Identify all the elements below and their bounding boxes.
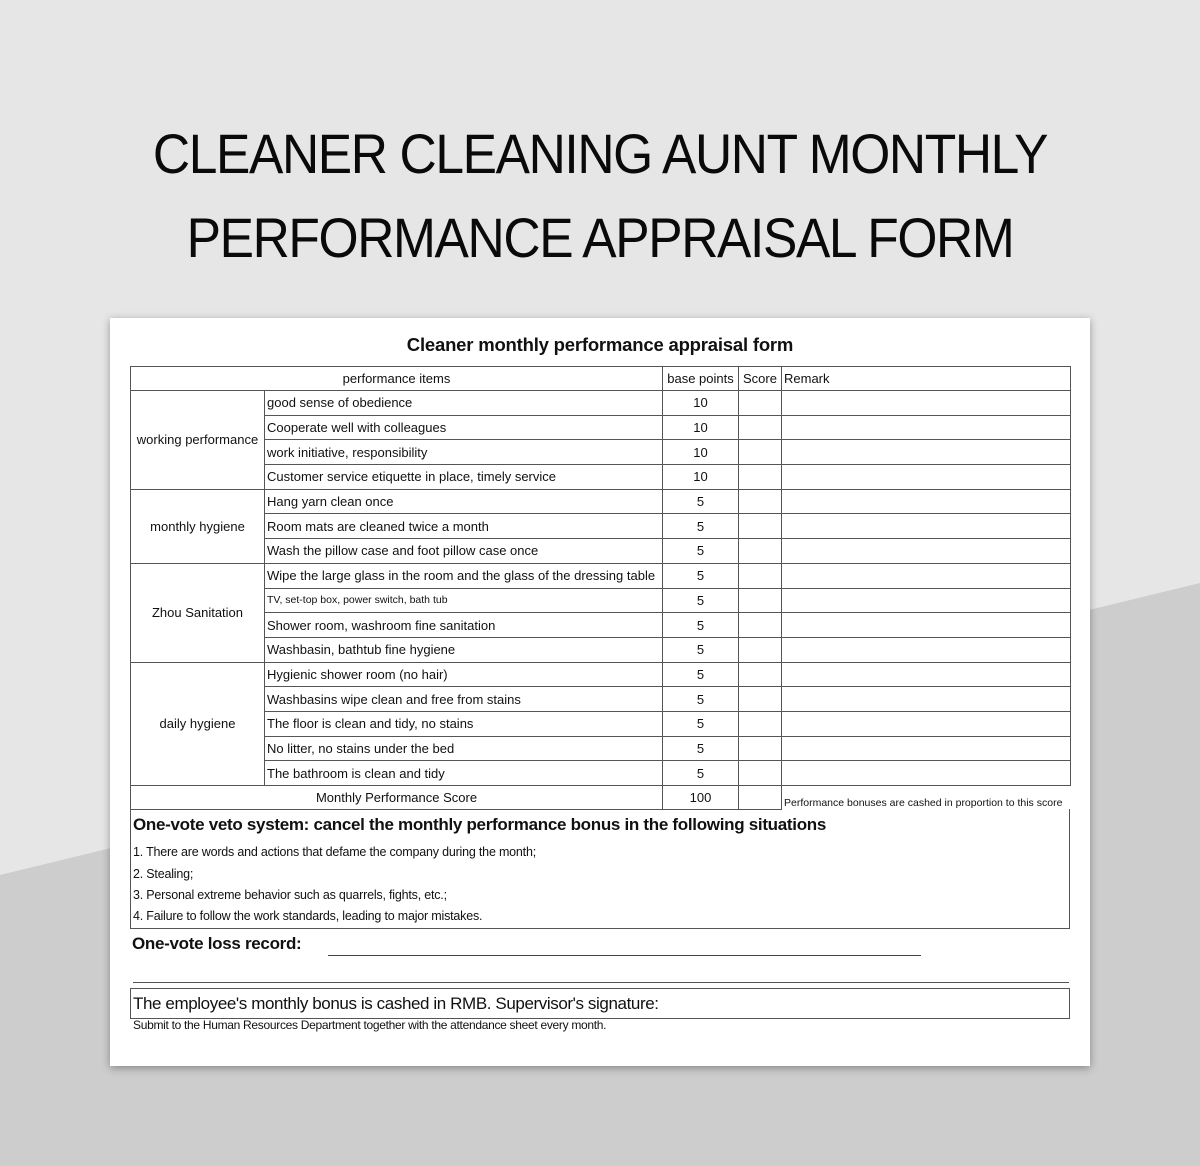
- item-remark-cell[interactable]: [782, 539, 1071, 564]
- table-row: [131, 736, 1071, 761]
- table-row: [131, 687, 1071, 712]
- table-row: [131, 662, 1071, 687]
- item-score-cell[interactable]: [739, 687, 782, 712]
- item-remark-cell[interactable]: [782, 613, 1071, 638]
- item-base-points: 10: [663, 391, 739, 416]
- item-label: work initiative, responsibility: [265, 440, 663, 465]
- item-remark-cell[interactable]: [782, 761, 1071, 786]
- table-row: [131, 761, 1071, 786]
- appraisal-table: [130, 366, 1071, 810]
- item-label: Hang yarn clean once: [265, 489, 663, 514]
- total-score-cell[interactable]: [739, 786, 782, 810]
- item-base-points: 10: [663, 415, 739, 440]
- table-row: [131, 539, 1071, 564]
- table-row: [131, 588, 1071, 613]
- item-base-points: 5: [663, 736, 739, 761]
- item-label: The bathroom is clean and tidy: [265, 761, 663, 786]
- veto-item: 3. Personal extreme behavior such as quarrels, fights, etc.;: [133, 888, 447, 902]
- item-base-points: 5: [663, 637, 739, 662]
- item-base-points: 5: [663, 563, 739, 588]
- banner-title-line-2: PERFORMANCE APPRAISAL FORM: [186, 206, 1014, 269]
- item-score-cell[interactable]: [739, 514, 782, 539]
- item-remark-cell[interactable]: [782, 588, 1071, 613]
- item-base-points: 5: [663, 489, 739, 514]
- item-score-cell[interactable]: [739, 588, 782, 613]
- item-score-cell[interactable]: [739, 489, 782, 514]
- veto-title: One-vote veto system: cancel the monthly performance bonus in the following situations: [133, 815, 827, 834]
- item-base-points: 5: [663, 588, 739, 613]
- item-label: Wash the pillow case and foot pillow case once: [265, 539, 663, 564]
- item-base-points: 5: [663, 539, 739, 564]
- veto-item: 1. There are words and actions that defame the company during the month;: [133, 845, 536, 859]
- item-score-cell[interactable]: [739, 440, 782, 465]
- item-base-points: 5: [663, 662, 739, 687]
- divider-line: [133, 982, 1069, 983]
- item-label: No litter, no stains under the bed: [265, 736, 663, 761]
- header-score: Score: [739, 367, 782, 391]
- item-score-cell[interactable]: [739, 415, 782, 440]
- item-base-points: 5: [663, 613, 739, 638]
- table-row: [131, 465, 1071, 490]
- item-label: Washbasins wipe clean and free from stains: [265, 687, 663, 712]
- total-base-points: 100: [663, 786, 739, 810]
- table-row: [131, 711, 1071, 736]
- loss-record-input-line[interactable]: [328, 955, 921, 956]
- table-row: [131, 489, 1071, 514]
- item-label: Shower room, washroom fine sanitation: [265, 613, 663, 638]
- veto-item: 4. Failure to follow the work standards, leading to major mistakes.: [133, 909, 483, 923]
- item-remark-cell[interactable]: [782, 563, 1071, 588]
- item-remark-cell[interactable]: [782, 391, 1071, 416]
- item-score-cell[interactable]: [739, 391, 782, 416]
- item-remark-cell[interactable]: [782, 711, 1071, 736]
- total-score-row: [131, 786, 1071, 810]
- table-row: [131, 613, 1071, 638]
- item-remark-cell[interactable]: [782, 415, 1071, 440]
- item-label: Washbasin, bathtub fine hygiene: [265, 637, 663, 662]
- signature-text: The employee's monthly bonus is cashed in RMB. Supervisor's signature:: [133, 994, 659, 1013]
- item-label: Room mats are cleaned twice a month: [265, 514, 663, 539]
- table-header-row: [131, 367, 1071, 391]
- item-remark-cell[interactable]: [782, 440, 1071, 465]
- item-label: Wipe the large glass in the room and the glass of the dressing table: [265, 563, 663, 588]
- item-label: Hygienic shower room (no hair): [265, 662, 663, 687]
- item-remark-cell[interactable]: [782, 662, 1071, 687]
- item-score-cell[interactable]: [739, 637, 782, 662]
- item-base-points: 10: [663, 440, 739, 465]
- item-score-cell[interactable]: [739, 736, 782, 761]
- item-label: good sense of obedience: [265, 391, 663, 416]
- item-base-points: 10: [663, 465, 739, 490]
- veto-section: [130, 809, 1070, 929]
- item-score-cell[interactable]: [739, 539, 782, 564]
- item-remark-cell[interactable]: [782, 687, 1071, 712]
- item-score-cell[interactable]: [739, 711, 782, 736]
- item-remark-cell[interactable]: [782, 637, 1071, 662]
- item-label: Cooperate well with colleagues: [265, 415, 663, 440]
- item-remark-cell[interactable]: [782, 514, 1071, 539]
- category-working-performance: working performance: [131, 391, 265, 490]
- veto-item: 2. Stealing;: [133, 867, 194, 881]
- item-remark-cell[interactable]: [782, 465, 1071, 490]
- item-label: The floor is clean and tidy, no stains: [265, 711, 663, 736]
- table-row: [131, 514, 1071, 539]
- item-label: TV, set-top box, power switch, bath tub: [265, 588, 663, 613]
- submit-note: Submit to the Human Resources Department together with the attendance sheet every month.: [133, 1018, 607, 1032]
- table-row: [131, 415, 1071, 440]
- category-daily-hygiene: daily hygiene: [131, 662, 265, 785]
- banner-title: [48, 112, 1152, 280]
- form-title: Cleaner monthly performance appraisal form: [406, 334, 794, 355]
- category-monthly-hygiene: monthly hygiene: [131, 489, 265, 563]
- item-score-cell[interactable]: [739, 761, 782, 786]
- item-score-cell[interactable]: [739, 662, 782, 687]
- item-base-points: 5: [663, 514, 739, 539]
- item-label: Customer service etiquette in place, timely service: [265, 465, 663, 490]
- item-score-cell[interactable]: [739, 613, 782, 638]
- item-remark-cell[interactable]: [782, 736, 1071, 761]
- item-remark-cell[interactable]: [782, 489, 1071, 514]
- table-row: [131, 637, 1071, 662]
- item-base-points: 5: [663, 761, 739, 786]
- table-row: [131, 440, 1071, 465]
- item-score-cell[interactable]: [739, 563, 782, 588]
- category-zhou-sanitation: Zhou Sanitation: [131, 563, 265, 662]
- item-score-cell[interactable]: [739, 465, 782, 490]
- item-base-points: 5: [663, 687, 739, 712]
- total-remark: Performance bonuses are cashed in proportion to this score: [782, 786, 1071, 810]
- loss-record-label: One-vote loss record:: [132, 934, 302, 953]
- total-score-label: Monthly Performance Score: [131, 786, 663, 810]
- banner-title-line-1: CLEANER CLEANING AUNT MONTHLY: [152, 122, 1048, 185]
- signature-box[interactable]: [130, 988, 1070, 1019]
- table-row: [131, 391, 1071, 416]
- table-row: [131, 563, 1071, 588]
- item-base-points: 5: [663, 711, 739, 736]
- header-performance-items: performance items: [131, 367, 663, 391]
- header-remark: Remark: [782, 367, 1071, 391]
- header-base-points: base points: [663, 367, 739, 391]
